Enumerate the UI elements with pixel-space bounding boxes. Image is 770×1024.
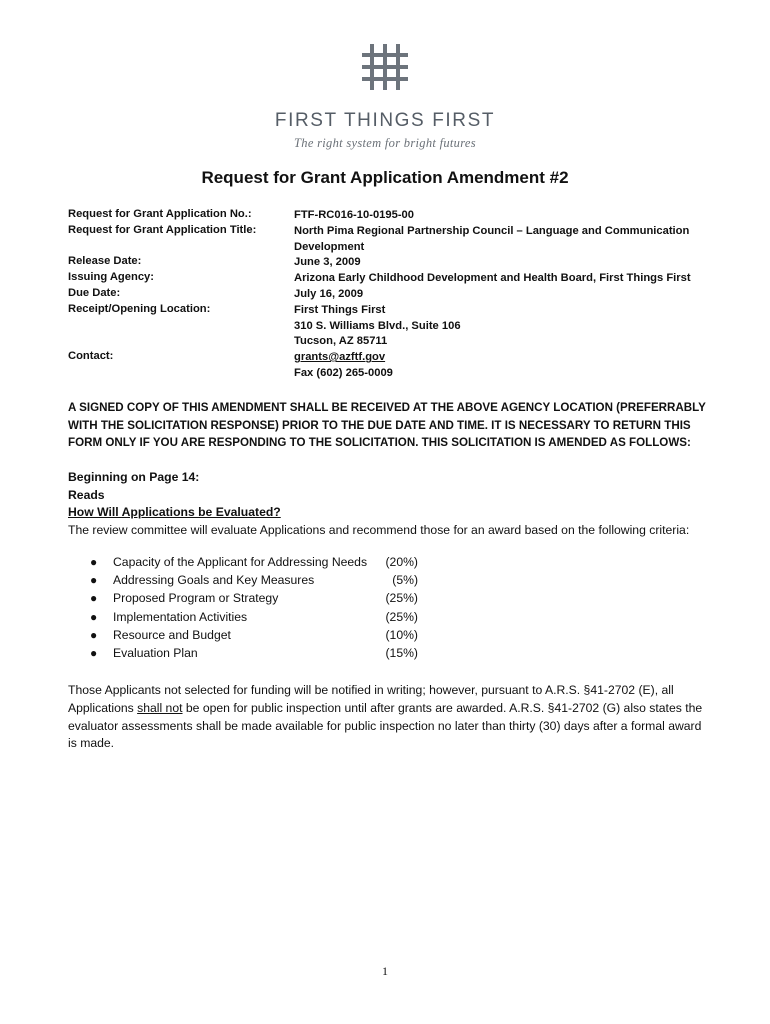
meta-label: Contact:: [68, 350, 114, 363]
bullet-icon: ●: [90, 573, 98, 588]
meta-label: Due Date:: [68, 287, 121, 299]
amendment-section: [68, 469, 708, 539]
first-things-first-logo-mark: [362, 44, 408, 90]
criterion-label: Addressing Goals and Key Measures: [113, 573, 315, 588]
section-intro: The review committee will evaluate Applications and recommend those for an award based on the following criteria:: [68, 522, 690, 537]
list-item: [68, 591, 468, 609]
criterion-label: Implementation Activities: [113, 609, 248, 624]
criterion-label: Proposed Program or Strategy: [113, 591, 279, 606]
list-item: [68, 646, 468, 664]
bullet-icon: ●: [90, 609, 98, 624]
meta-label: Release Date:: [68, 255, 142, 268]
logo-name: FIRST THINGS FIRST: [274, 110, 496, 131]
meta-value: First Things First: [294, 303, 386, 316]
logo-tagline: The right system for bright futures: [294, 136, 476, 150]
list-item: [68, 573, 468, 591]
criterion-weight: (5%): [392, 573, 418, 588]
meta-value: Fax (602) 265-0009: [294, 367, 393, 379]
meta-value: Tucson, AZ 85711: [294, 335, 388, 348]
criterion-weight: (15%): [385, 646, 418, 660]
list-item: [68, 555, 468, 573]
closing-text-part1: Those Applicants not selected for funding will be notified in writing; however, pursuant to A.R.S. §41-2702 (E), all Applications: [68, 683, 674, 715]
section-reads: Reads: [68, 487, 105, 502]
criterion-label: Resource and Budget: [113, 627, 231, 642]
contact-email-link[interactable]: grants@azftf.gov: [294, 351, 386, 364]
criterion-weight: (20%): [385, 555, 418, 569]
meta-label: Issuing Agency:: [68, 271, 154, 284]
bullet-icon: ●: [90, 591, 98, 606]
criterion-label: Evaluation Plan: [113, 646, 198, 660]
criterion-weight: (25%): [385, 609, 418, 624]
list-item: [68, 628, 468, 646]
closing-text-part2: be open for public inspection until after grants are awarded. A.R.S. §41-2702 (G) also states the evaluator assessments shall be made available for public inspection no later than thirty (30) days after a formal award is made.: [68, 700, 703, 751]
page-number: 1: [382, 964, 388, 978]
meta-label: Receipt/Opening Location:: [68, 302, 211, 315]
section-heading: How Will Applications be Evaluated?: [68, 505, 281, 519]
closing-emphasis: shall not: [137, 700, 183, 715]
bullet-icon: ●: [90, 627, 98, 642]
criterion-weight: (10%): [385, 627, 418, 642]
meta-value: July 16, 2009: [294, 288, 364, 300]
section-location: Beginning on Page 14:: [68, 470, 200, 484]
logo: [0, 44, 770, 154]
amendment-notice: A SIGNED COPY OF THIS AMENDMENT SHALL BE RECEIVED AT THE ABOVE AGENCY LOCATION (PREFERRABLY WITH THE SOLICITATION RESPONSE) PRIOR TO THE DUE DATE AND TIME. IT IS NECESSARY TO RETURN THIS FORM ONLY IF YOU ARE RESPONDING TO THE SOLICITATION. THIS SOLICITATION IS AMENDED AS FOLLOWS:: [68, 401, 706, 449]
meta-value: Arizona Early Childhood Development and Health Board, First Things First: [294, 272, 691, 285]
meta-label: Request for Grant Application No.:: [68, 208, 252, 220]
criterion-weight: (25%): [385, 591, 418, 606]
meta-label: Request for Grant Application Title:: [68, 223, 257, 236]
bullet-icon: ●: [90, 555, 98, 569]
meta-value: 310 S. Williams Blvd., Suite 106: [294, 319, 461, 332]
meta-value: FTF-RC016-10-0195-00: [294, 209, 415, 221]
closing-paragraph: [68, 682, 708, 753]
meta-value: North Pima Regional Partnership Council – Language and Communication Development: [294, 224, 690, 253]
document-title: Request for Grant Application Amendment #2: [201, 168, 569, 187]
criterion-label: Capacity of the Applicant for Addressing Needs: [113, 555, 368, 569]
bullet-icon: ●: [90, 646, 98, 660]
meta-value: June 3, 2009: [294, 256, 361, 269]
list-item: [68, 610, 468, 628]
